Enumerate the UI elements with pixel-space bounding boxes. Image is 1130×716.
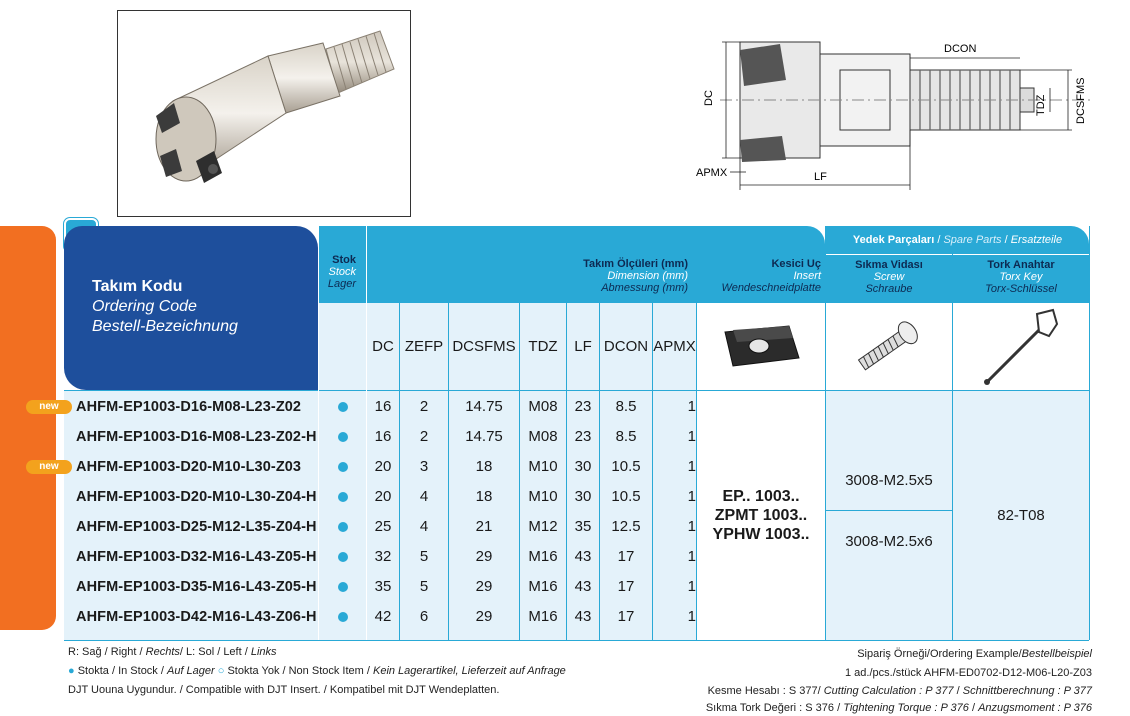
cell-zefp: 5: [419, 548, 429, 565]
torx-tr: Tork Anahtar: [987, 259, 1055, 271]
torx-value: 82-T08: [997, 507, 1045, 524]
torx-de: Torx-Schlüssel: [985, 283, 1057, 295]
dimension-tr: Takım Ölçüleri (mm): [583, 258, 688, 270]
col-header-dcsfms: DCSFMS: [452, 337, 516, 355]
cell-zefp: 5: [419, 578, 429, 595]
cell-zefp: 3: [419, 458, 429, 475]
insert-image: [697, 302, 825, 390]
cell-tdz: M10: [528, 458, 558, 475]
cell-tdz: M08: [528, 398, 558, 415]
drawing-label-lf: LF: [814, 171, 827, 183]
footer-compat: DJT Uouna Uygundur. / Compatible with DJT Insert. / Kompatibel mit DJT Wendeplatten.: [68, 684, 500, 696]
cell-dcsfms: 14.75: [465, 428, 503, 445]
cell-tdz: M16: [528, 608, 558, 625]
legend-left-de: Links: [250, 646, 277, 658]
legend-left: / L: Sol / Left /: [179, 646, 251, 658]
cell-dc: 25: [374, 518, 392, 535]
col-header-lf: LF: [574, 337, 592, 355]
screw-value-2: 3008-M2.5x6: [845, 532, 933, 550]
cell-dcon: 10.5: [611, 488, 641, 505]
in-stock-indicator: [338, 432, 348, 442]
cell-dc: 16: [374, 428, 392, 445]
torx-key-image: [953, 302, 1089, 390]
ordering-code: AHFM-EP1003-D16-M08-L23-Z02: [76, 399, 302, 415]
cell-apmx: 1: [687, 578, 696, 595]
cell-dcon: 8.5: [615, 398, 637, 415]
spare-parts-de: Ersatzteile: [1010, 234, 1063, 246]
section-side-tab: [0, 226, 56, 630]
drawing-label-tdz: TDZ: [1035, 94, 1047, 116]
cell-dc: 42: [374, 608, 392, 625]
cell-zefp: 2: [419, 398, 429, 415]
calc-tr: Kesme Hesabı : S 377/: [707, 685, 824, 697]
screw-value-1: 3008-M2.5x5: [845, 471, 933, 489]
non-stock-circle-icon: ○: [217, 665, 225, 677]
cell-lf: 43: [574, 608, 592, 625]
ordering-code: AHFM-EP1003-D35-M16-L43-Z05-H: [76, 579, 317, 595]
cell-dcon: 17: [617, 608, 635, 625]
cell-dcon: 12.5: [611, 518, 641, 535]
footer-legend-1: [68, 646, 277, 658]
tightening-torque-ref: [706, 702, 1092, 714]
stock-en: Stock: [328, 266, 356, 278]
dimension-header: [367, 226, 696, 302]
drawing-label-dcsfms: DCSFMS: [1075, 77, 1087, 124]
new-badge: new: [26, 400, 72, 414]
col-header-zefp: ZEFP: [404, 337, 444, 355]
cell-zefp: 4: [419, 488, 429, 505]
cell-lf: 30: [574, 458, 592, 475]
insert-code: EP.. 1003..: [722, 488, 800, 505]
insert-code: YPHW 1003..: [712, 526, 810, 543]
product-photo: [117, 10, 411, 217]
cell-dc: 20: [374, 458, 392, 475]
cell-dc: 32: [374, 548, 392, 565]
drawing-label-dc: DC: [703, 90, 715, 106]
cell-dcon: 17: [617, 578, 635, 595]
spare-parts-tr: Yedek Parçaları: [852, 234, 935, 246]
legend-nonstock-de: Kein Lagerartikel, Lieferzeit auf Anfrage: [372, 665, 566, 677]
ordering-example-title: [857, 648, 1092, 660]
table-row: [64, 572, 1089, 602]
cell-lf: 43: [574, 548, 592, 565]
insert-code: ZPMT 1003..: [714, 507, 808, 524]
torque-tr: Sıkma Tork Değeri : S 376 /: [705, 702, 844, 714]
cell-dcsfms: 21: [475, 518, 493, 535]
cell-dc: 35: [374, 578, 392, 595]
cell-apmx: 1: [687, 548, 696, 565]
insert-codes-cell: [697, 391, 825, 640]
in-stock-indicator: [338, 492, 348, 502]
cell-tdz: M16: [528, 578, 558, 595]
ordering-example-de: Bestellbeispiel: [1021, 648, 1092, 660]
cell-dc: 20: [374, 488, 392, 505]
screw-en: Screw: [873, 271, 905, 283]
footer-legend-2: [68, 665, 566, 677]
screw-header: [826, 255, 952, 302]
ordering-code-header: [64, 226, 318, 390]
stock-de: Lager: [327, 278, 356, 290]
ordering-code: AHFM-EP1003-D32-M16-L43-Z05-H: [76, 549, 317, 565]
torx-header: [953, 255, 1089, 302]
in-stock-indicator: [338, 522, 348, 532]
cell-lf: 23: [574, 428, 592, 445]
calc-en: Cutting Calculation : P 377: [823, 685, 954, 697]
cell-apmx: 1: [687, 608, 696, 625]
insert-header: [697, 226, 825, 302]
spare-parts-header: Yedek Parçaları / Spare Parts / Ersatzteile: [826, 226, 1089, 254]
spare-parts-en: Spare Parts: [943, 234, 1002, 246]
stock-tr: Stok: [332, 254, 356, 266]
cell-dcsfms: 14.75: [465, 398, 503, 415]
new-badge: new: [26, 460, 72, 474]
calc-de: Schnittberechnung : P 377: [962, 685, 1092, 697]
in-stock-indicator: [338, 582, 348, 592]
in-stock-indicator: [338, 462, 348, 472]
cell-zefp: 4: [419, 518, 429, 535]
cell-dcsfms: 29: [475, 608, 493, 625]
table-row: [64, 422, 1089, 452]
cell-dc: 16: [374, 398, 392, 415]
cell-dcsfms: 18: [475, 488, 493, 505]
legend-stock: Stokta / In Stock /: [74, 665, 167, 677]
cell-dcon: 10.5: [611, 458, 641, 475]
cell-zefp: 2: [419, 428, 429, 445]
col-header-dcon: DCON: [603, 337, 649, 355]
stock-header: [318, 226, 366, 302]
dimension-en: Dimension (mm): [607, 270, 688, 282]
legend-nonstock: Stokta Yok / Non Stock Item /: [224, 665, 373, 677]
cell-dcon: 8.5: [615, 428, 637, 445]
table-row: [64, 602, 1089, 632]
ordering-example-label: Sipariş Örneği/Ordering Example/: [857, 648, 1022, 660]
cell-tdz: M08: [528, 428, 558, 445]
screw-tr: Sıkma Vidası: [855, 259, 923, 271]
cell-zefp: 6: [419, 608, 429, 625]
ordering-code: AHFM-EP1003-D20-M10-L30-Z03: [76, 459, 302, 475]
dimension-de: Abmessung (mm): [601, 282, 688, 294]
ordering-code: AHFM-EP1003-D25-M12-L35-Z04-H: [76, 519, 317, 535]
cell-tdz: M12: [528, 518, 558, 535]
cell-lf: 23: [574, 398, 592, 415]
ordering-example-line: 1 ad./pcs./stück AHFM-ED0702-D12-M06-L20-Z03: [845, 667, 1092, 679]
cell-apmx: 1: [687, 398, 696, 415]
cell-dcsfms: 29: [475, 578, 493, 595]
cell-lf: 30: [574, 488, 592, 505]
cell-tdz: M10: [528, 488, 558, 505]
cell-dcsfms: 18: [475, 458, 493, 475]
calc-sep: /: [953, 685, 963, 697]
col-header-apmx: APMX: [653, 337, 696, 355]
ordering-code-de: Bestell-Bezeichnung: [92, 318, 238, 335]
ordering-code: AHFM-EP1003-D20-M10-L30-Z04-H: [76, 489, 317, 505]
col-header-tdz: TDZ: [528, 337, 558, 355]
drawing-label-apmx: APMX: [696, 167, 728, 179]
in-stock-dot-icon: ●: [68, 665, 75, 677]
in-stock-indicator: [338, 552, 348, 562]
legend-right-de: Rechts: [145, 646, 180, 658]
cell-apmx: 1: [687, 428, 696, 445]
insert-tr: Kesici Uç: [771, 258, 821, 270]
cutting-calc-ref: [708, 685, 1092, 697]
cell-apmx: 1: [687, 518, 696, 535]
ordering-code-en: Ordering Code: [92, 298, 197, 315]
insert-de: Wendeschneidplatte: [721, 282, 821, 294]
ordering-code-tr: Takım Kodu: [92, 278, 183, 295]
torque-en: Tightening Torque : P 376: [843, 702, 969, 714]
cell-tdz: M16: [528, 548, 558, 565]
ordering-code: AHFM-EP1003-D16-M08-L23-Z02-H: [76, 429, 317, 445]
torque-sep: /: [968, 702, 979, 714]
legend-right: R: Sağ / Right /: [68, 646, 146, 658]
torx-en: Torx Key: [999, 271, 1043, 283]
cell-dcsfms: 29: [475, 548, 493, 565]
drawing-label-dcon: DCON: [944, 43, 977, 55]
col-header-dc: DC: [372, 337, 394, 355]
legend-stock-de: Auf Lager: [166, 665, 215, 677]
cell-lf: 35: [574, 518, 592, 535]
insert-en: Insert: [793, 270, 821, 282]
in-stock-indicator: [338, 402, 348, 412]
ordering-code: AHFM-EP1003-D42-M16-L43-Z06-H: [76, 609, 317, 625]
screw-de: Schraube: [865, 283, 913, 295]
cell-apmx: 1: [687, 458, 696, 475]
technical-drawing: [690, 30, 1110, 200]
in-stock-indicator: [338, 612, 348, 622]
screw-image: [826, 302, 952, 390]
table-row: [39, 392, 1089, 422]
cell-dcon: 17: [617, 548, 635, 565]
cell-apmx: 1: [687, 488, 696, 505]
cell-lf: 43: [574, 578, 592, 595]
torque-de: Anzugsmoment : P 376: [978, 702, 1092, 714]
